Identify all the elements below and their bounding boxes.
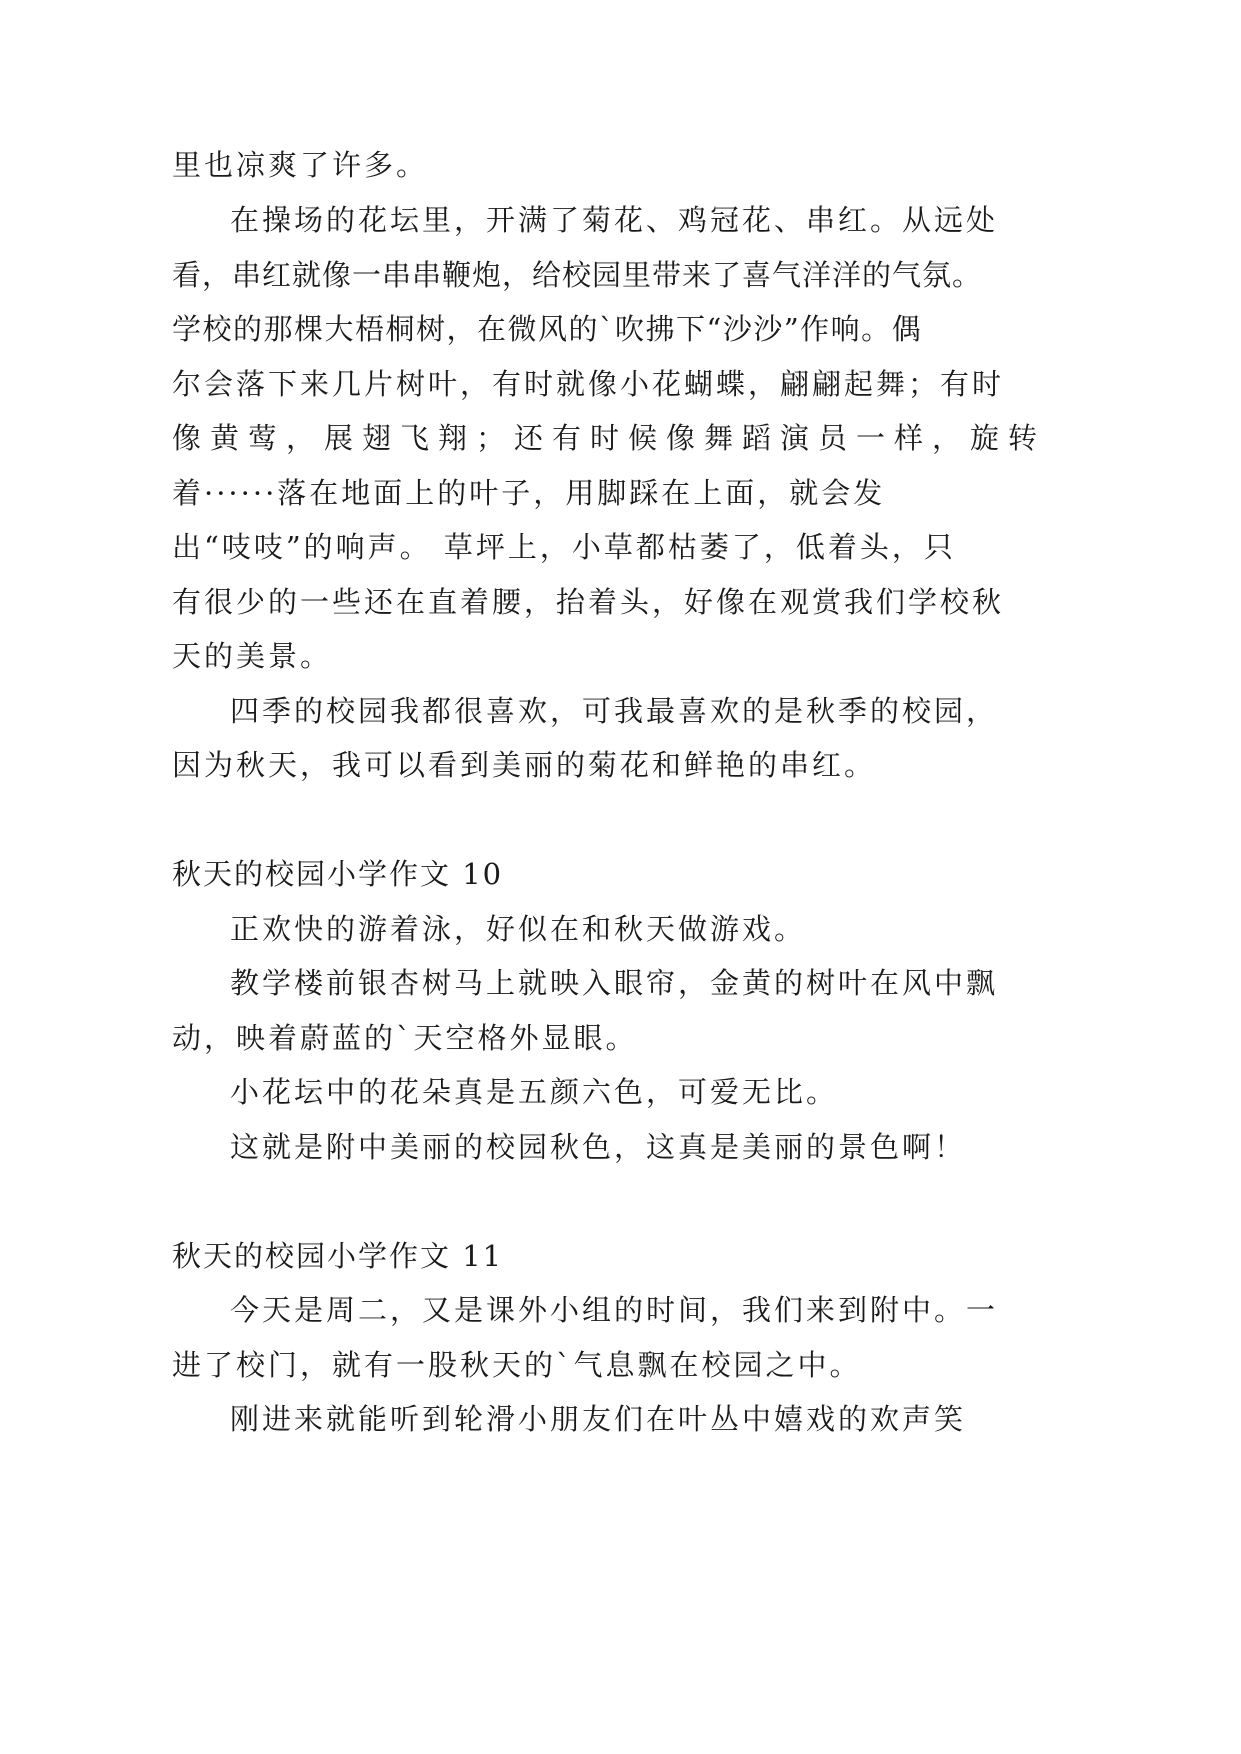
paragraph-line: 尔会落下来几片树叶，有时就像小花蝴蝶，翩翩起舞；有时 [172, 367, 1005, 401]
paragraph-line: 里也凉爽了许多。 [172, 148, 429, 182]
paragraph-line: 今天是周二，又是课外小组的时间，我们来到附中。一 [230, 1293, 999, 1327]
section-heading: 秋天的校园小学作文 10 [172, 857, 504, 891]
paragraph-line: 在操场的花坛里，开满了菊花、鸡冠花、串红。从远处 [230, 203, 999, 237]
paragraph-line: 像黄莺，展翅飞翔；还有时候像舞蹈演员一样，旋转 [172, 421, 1047, 455]
paragraph-line: 小花坛中的花朵真是五颜六色，可爱无比。 [230, 1075, 839, 1109]
paragraph-line: 四季的校园我都很喜欢，可我最喜欢的是秋季的校园， [230, 694, 999, 728]
paragraph-line: 正欢快的游着泳，好似在和秋天做游戏。 [230, 912, 807, 946]
paragraph-line: 这就是附中美丽的校园秋色，这真是美丽的景色啊！ [230, 1130, 967, 1164]
section-heading: 秋天的校园小学作文 11 [172, 1239, 504, 1273]
paragraph-line: 教学楼前银杏树马上就映入眼帘，金黄的树叶在风中飘 [230, 966, 999, 1000]
paragraph-line: 看，串红就像一串串鞭炮，给校园里带来了喜气洋洋的气氛。 [172, 258, 983, 292]
paragraph-line: 着······落在地面上的叶子，用脚踩在上面，就会发 [172, 476, 886, 510]
paragraph-line: 学校的那棵大梧桐树，在微风的`吹拂下“沙沙”作响。偶 [172, 312, 923, 346]
paragraph-line: 进了校门，就有一股秋天的`气息飘在校园之中。 [172, 1348, 862, 1382]
paragraph-line: 刚进来就能听到轮滑小朋友们在叶丛中嬉戏的欢声笑 [230, 1402, 967, 1436]
paragraph-line: 出“吱吱”的响声。 草坪上，小草都枯萎了，低着头，只 [172, 530, 956, 564]
paragraph-line: 因为秋天，我可以看到美丽的菊花和鲜艳的串红。 [172, 748, 877, 782]
paragraph-line: 天的美景。 [172, 639, 333, 673]
paragraph-line: 动，映着蔚蓝的`天空格外显眼。 [172, 1021, 638, 1055]
paragraph-line: 有很少的一些还在直着腰，抬着头，好像在观赏我们学校秋 [172, 585, 1005, 619]
